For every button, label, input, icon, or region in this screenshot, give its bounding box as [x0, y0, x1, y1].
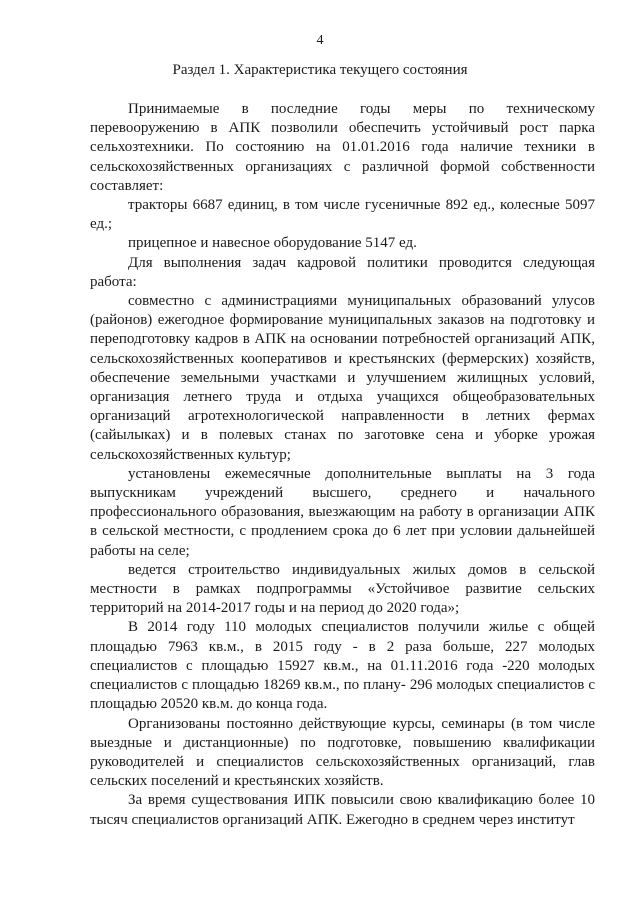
- paragraph-municipal-orders: совместно с администрациями муниципальных образований улусов (районов) ежегодное формирование муниципальных заказов на подготовку и переподготовку кадров в АПК на основании потребностей организаций АПК, сельскохозяйственных кооперативов и крестьянских (фермерских) хозяйств, обеспечение земельными участками и улучшением жилищных условий, организация летнего труда и отдыха учащихся общеобразовательных организаций агротехнологической направленности в летних фермах (сайылыках) и в полевых станах по заготовке сена и уборке урожая сельскохозяйственных культур;: [90, 293, 595, 463]
- paragraph-equipment: прицепное и навесное оборудование 5147 ед.: [128, 235, 417, 252]
- paragraph-housing-construction: ведется строительство индивидуальных жилых домов в сельской местности в рамках подпрограммы «Устойчивое развитие сельских территорий на 2014-2017 годы и на период до 2020 года»;: [90, 561, 595, 617]
- paragraph-courses: Организованы постоянно действующие курсы, семинары (в том числе выездные и дистанционные) по подготовке, повышению квалификации руководителей и специалистов сельскохозяйственных организаций, глав сельских поселений и крестьянских хозяйств.: [90, 715, 595, 790]
- paragraph-young-specialists-housing: В 2014 году 110 молодых специалистов получили жилье с общей площадью 7963 кв.м., в 2015 году - в 2 раза больше, 227 молодых специалистов с площадью 15927 кв.м., на 01.11.2016 года -220 молодых специалистов с площадью 18269 кв.м., по плану- 296 молодых специалистов с площадью 20520 кв.м. до конца года.: [90, 619, 595, 713]
- section-title: Раздел 1. Характеристика текущего состояния: [172, 62, 468, 78]
- paragraph-ipk: За время существования ИПК повысили свою квалификацию более 10 тысяч специалистов организаций АПК. Ежегодно в среднем через институт: [90, 792, 595, 828]
- page-number: 4: [316, 33, 324, 48]
- paragraph-graduate-payments: установлены ежемесячные дополнительные выплаты на 3 года выпускникам учреждений высшего, среднего и начального профессионального образования, выезжающим на работу в организации АПК в сельской местности, с продлением срока до 6 лет при условии дальнейшей работы на селе;: [90, 465, 595, 559]
- paragraph-tech-fleet: Принимаемые в последние годы меры по техническому перевооружению в АПК позволили обеспечить устойчивый рост парка сельхозтехники. По состоянию на 01.01.2016 года наличие техники в сельскохозяйственных организациях с различной формой собственности составляет:: [90, 101, 595, 194]
- paragraph-personnel-policy: Для выполнения задач кадровой политики проводится следующая работа:: [90, 254, 595, 290]
- paragraph-tractors: тракторы 6687 единиц, в том числе гусеничные 892 ед., колесные 5097 ед.;: [90, 197, 595, 233]
- body-text: [90, 100, 595, 830]
